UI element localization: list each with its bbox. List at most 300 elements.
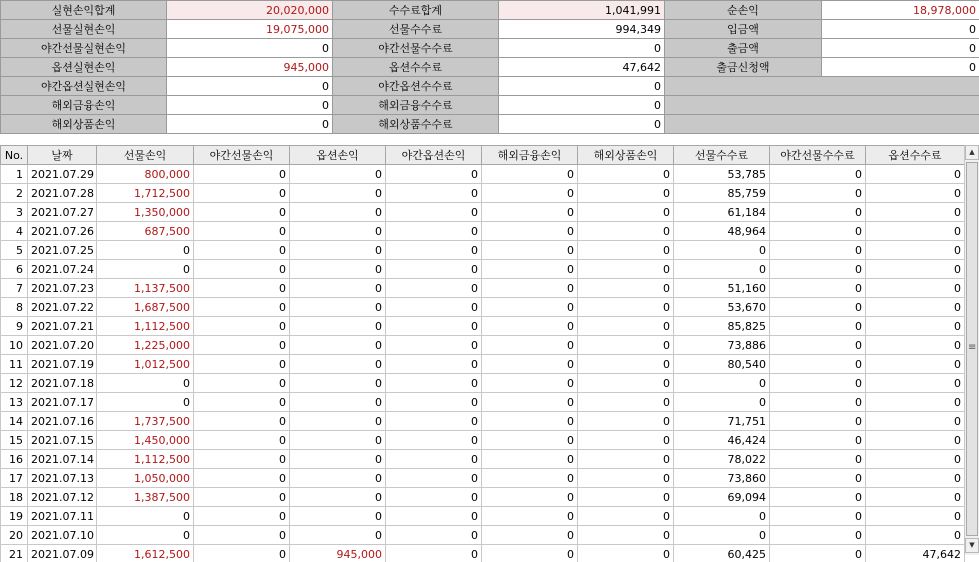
table-cell: 0 xyxy=(482,507,578,526)
table-cell: 0 xyxy=(674,241,770,260)
table-cell: 0 xyxy=(578,279,674,298)
table-cell: 0 xyxy=(386,450,482,469)
summary-row xyxy=(1,39,979,58)
summary-label: 실현손익합계 xyxy=(1,1,167,20)
table-cell: 2021.07.25 xyxy=(28,241,97,260)
daily-pnl-table xyxy=(0,145,965,562)
table-cell: 0 xyxy=(482,393,578,412)
table-cell: 0 xyxy=(866,412,965,431)
table-cell: 0 xyxy=(194,545,290,562)
table-cell: 0 xyxy=(866,393,965,412)
table-cell: 0 xyxy=(386,412,482,431)
table-cell: 18 xyxy=(1,488,28,507)
table-cell: 0 xyxy=(482,336,578,355)
table-cell: 0 xyxy=(482,279,578,298)
summary-label: 해외금융손익 xyxy=(1,96,167,115)
column-header[interactable]: 선물손익 xyxy=(97,146,194,165)
table-cell: 0 xyxy=(290,222,386,241)
table-cell: 78,022 xyxy=(674,450,770,469)
table-cell: 0 xyxy=(866,355,965,374)
table-cell: 60,425 xyxy=(674,545,770,562)
table-cell: 0 xyxy=(194,526,290,545)
table-row[interactable] xyxy=(1,317,965,336)
table-cell: 0 xyxy=(770,526,866,545)
table-cell: 0 xyxy=(770,507,866,526)
table-cell: 0 xyxy=(578,526,674,545)
table-cell: 0 xyxy=(578,469,674,488)
table-cell: 687,500 xyxy=(97,222,194,241)
table-cell: 0 xyxy=(386,184,482,203)
table-cell: 0 xyxy=(674,507,770,526)
table-cell: 0 xyxy=(97,241,194,260)
table-cell: 0 xyxy=(386,488,482,507)
table-cell: 0 xyxy=(770,450,866,469)
summary-empty-cell xyxy=(665,115,979,134)
table-cell: 0 xyxy=(866,279,965,298)
table-cell: 2021.07.16 xyxy=(28,412,97,431)
table-cell: 10 xyxy=(1,336,28,355)
table-cell: 2021.07.15 xyxy=(28,431,97,450)
column-header[interactable]: 야간선물수수료 xyxy=(770,146,866,165)
table-cell: 0 xyxy=(770,545,866,562)
table-cell: 12 xyxy=(1,374,28,393)
column-header[interactable]: 해외상품손익 xyxy=(578,146,674,165)
table-cell: 0 xyxy=(194,203,290,222)
table-cell: 0 xyxy=(770,222,866,241)
table-cell: 0 xyxy=(194,488,290,507)
table-cell: 80,540 xyxy=(674,355,770,374)
table-row[interactable] xyxy=(1,507,965,526)
table-cell: 0 xyxy=(866,298,965,317)
table-cell: 11 xyxy=(1,355,28,374)
summary-value: 1,041,991 xyxy=(499,1,665,20)
table-row[interactable] xyxy=(1,469,965,488)
table-cell: 1,450,000 xyxy=(97,431,194,450)
summary-value: 0 xyxy=(167,96,333,115)
summary-value: 20,020,000 xyxy=(167,1,333,20)
table-cell: 2021.07.28 xyxy=(28,184,97,203)
summary-label: 출금액 xyxy=(665,39,822,58)
table-cell: 0 xyxy=(97,507,194,526)
table-cell: 0 xyxy=(866,469,965,488)
table-cell: 0 xyxy=(770,279,866,298)
table-cell: 69,094 xyxy=(674,488,770,507)
column-header[interactable]: 야간옵션손익 xyxy=(386,146,482,165)
table-cell: 1 xyxy=(1,165,28,184)
scroll-down-button[interactable] xyxy=(965,538,979,553)
table-row[interactable] xyxy=(1,298,965,317)
table-cell: 0 xyxy=(386,165,482,184)
table-cell: 0 xyxy=(290,469,386,488)
column-header[interactable]: 선물수수료 xyxy=(674,146,770,165)
table-cell: 2021.07.14 xyxy=(28,450,97,469)
table-cell: 0 xyxy=(386,545,482,562)
table-cell: 13 xyxy=(1,393,28,412)
grid-header-row xyxy=(1,146,965,165)
table-cell: 0 xyxy=(674,374,770,393)
table-cell: 1,387,500 xyxy=(97,488,194,507)
table-row[interactable] xyxy=(1,488,965,507)
table-cell: 0 xyxy=(866,241,965,260)
column-header[interactable]: 옵션수수료 xyxy=(866,146,965,165)
table-cell: 0 xyxy=(386,203,482,222)
table-cell: 1,137,500 xyxy=(97,279,194,298)
table-cell: 6 xyxy=(1,260,28,279)
table-row[interactable] xyxy=(1,203,965,222)
table-cell: 2021.07.10 xyxy=(28,526,97,545)
summary-value: 18,978,000 xyxy=(822,1,979,20)
table-cell: 0 xyxy=(194,222,290,241)
table-cell: 0 xyxy=(386,374,482,393)
table-row[interactable] xyxy=(1,279,965,298)
summary-label: 해외금융수수료 xyxy=(333,96,499,115)
table-cell: 0 xyxy=(97,260,194,279)
table-cell: 0 xyxy=(578,260,674,279)
table-cell: 0 xyxy=(482,450,578,469)
summary-value: 0 xyxy=(822,20,979,39)
table-cell: 0 xyxy=(674,260,770,279)
table-cell: 0 xyxy=(290,355,386,374)
table-cell: 0 xyxy=(578,222,674,241)
summary-label: 수수료합계 xyxy=(333,1,499,20)
table-cell: 0 xyxy=(770,488,866,507)
table-row[interactable] xyxy=(1,222,965,241)
summary-row xyxy=(1,115,979,134)
table-cell: 1,712,500 xyxy=(97,184,194,203)
summary-row xyxy=(1,1,979,20)
table-cell: 0 xyxy=(482,412,578,431)
grip-icon: ≡ xyxy=(968,342,977,353)
column-header[interactable]: 날짜 xyxy=(28,146,97,165)
table-cell: 0 xyxy=(866,336,965,355)
summary-value: 0 xyxy=(499,115,665,134)
summary-label: 야간옵션실현손익 xyxy=(1,77,167,96)
table-cell: 0 xyxy=(866,184,965,203)
summary-label: 순손익 xyxy=(665,1,822,20)
table-cell: 0 xyxy=(482,374,578,393)
table-cell: 85,759 xyxy=(674,184,770,203)
summary-value: 0 xyxy=(167,39,333,58)
daily-pnl-grid[interactable] xyxy=(0,145,979,562)
table-cell: 0 xyxy=(482,260,578,279)
table-cell: 0 xyxy=(482,298,578,317)
scroll-thumb[interactable] xyxy=(966,162,978,536)
table-cell: 0 xyxy=(290,184,386,203)
table-cell: 0 xyxy=(482,355,578,374)
table-cell: 2021.07.09 xyxy=(28,545,97,562)
table-cell: 0 xyxy=(386,298,482,317)
table-cell: 4 xyxy=(1,222,28,241)
table-cell: 0 xyxy=(290,317,386,336)
table-cell: 1,687,500 xyxy=(97,298,194,317)
table-cell: 0 xyxy=(866,450,965,469)
summary-value: 0 xyxy=(499,39,665,58)
table-cell: 2021.07.23 xyxy=(28,279,97,298)
table-cell: 0 xyxy=(482,526,578,545)
table-cell: 0 xyxy=(194,431,290,450)
table-cell: 0 xyxy=(97,374,194,393)
table-cell: 2021.07.27 xyxy=(28,203,97,222)
table-cell: 0 xyxy=(194,355,290,374)
table-cell: 1,350,000 xyxy=(97,203,194,222)
summary-label: 선물수수료 xyxy=(333,20,499,39)
table-cell: 0 xyxy=(97,526,194,545)
table-cell: 0 xyxy=(482,545,578,562)
table-cell: 0 xyxy=(290,488,386,507)
table-cell: 0 xyxy=(386,241,482,260)
table-cell: 0 xyxy=(482,203,578,222)
summary-label: 야간선물수수료 xyxy=(333,39,499,58)
summary-label: 출금신청액 xyxy=(665,58,822,77)
table-cell: 0 xyxy=(866,222,965,241)
table-cell: 73,860 xyxy=(674,469,770,488)
table-cell: 0 xyxy=(866,260,965,279)
table-cell: 0 xyxy=(194,450,290,469)
table-cell: 0 xyxy=(290,393,386,412)
table-cell: 0 xyxy=(674,393,770,412)
table-cell: 5 xyxy=(1,241,28,260)
table-cell: 0 xyxy=(770,355,866,374)
table-cell: 0 xyxy=(290,412,386,431)
table-cell: 0 xyxy=(482,165,578,184)
summary-value: 0 xyxy=(499,77,665,96)
table-cell: 17 xyxy=(1,469,28,488)
table-cell: 8 xyxy=(1,298,28,317)
table-cell: 0 xyxy=(482,184,578,203)
table-cell: 0 xyxy=(482,431,578,450)
summary-row xyxy=(1,77,979,96)
table-cell: 0 xyxy=(386,526,482,545)
table-cell: 0 xyxy=(578,336,674,355)
table-cell: 0 xyxy=(770,260,866,279)
table-cell: 1,225,000 xyxy=(97,336,194,355)
summary-row xyxy=(1,58,979,77)
column-header[interactable]: 야간선물손익 xyxy=(194,146,290,165)
table-row[interactable] xyxy=(1,545,965,562)
table-cell: 0 xyxy=(578,298,674,317)
table-cell: 0 xyxy=(194,184,290,203)
table-cell: 2021.07.13 xyxy=(28,469,97,488)
table-cell: 0 xyxy=(386,393,482,412)
table-cell: 0 xyxy=(770,165,866,184)
table-cell: 47,642 xyxy=(866,545,965,562)
table-row[interactable] xyxy=(1,431,965,450)
table-cell: 53,670 xyxy=(674,298,770,317)
table-cell: 0 xyxy=(770,241,866,260)
summary-value: 0 xyxy=(499,96,665,115)
table-cell: 0 xyxy=(866,165,965,184)
column-header[interactable]: 옵션손익 xyxy=(290,146,386,165)
column-header[interactable]: 해외금융손익 xyxy=(482,146,578,165)
table-cell: 0 xyxy=(290,298,386,317)
table-cell: 0 xyxy=(290,450,386,469)
table-cell: 0 xyxy=(290,279,386,298)
table-cell: 0 xyxy=(194,374,290,393)
table-cell: 0 xyxy=(578,412,674,431)
table-cell: 0 xyxy=(194,469,290,488)
summary-label: 해외상품손익 xyxy=(1,115,167,134)
table-cell: 0 xyxy=(194,507,290,526)
table-cell: 0 xyxy=(770,393,866,412)
scroll-up-button[interactable] xyxy=(965,145,979,160)
table-cell: 0 xyxy=(578,203,674,222)
table-cell: 0 xyxy=(386,507,482,526)
arrow-down-icon: ▼ xyxy=(969,541,975,549)
table-cell: 0 xyxy=(770,298,866,317)
table-cell: 0 xyxy=(290,374,386,393)
summary-table xyxy=(0,0,979,134)
table-cell: 2021.07.19 xyxy=(28,355,97,374)
table-row[interactable] xyxy=(1,374,965,393)
table-cell: 0 xyxy=(482,488,578,507)
table-cell: 0 xyxy=(290,507,386,526)
arrow-up-icon: ▲ xyxy=(969,148,975,156)
table-cell: 0 xyxy=(97,393,194,412)
table-cell: 0 xyxy=(578,317,674,336)
table-cell: 0 xyxy=(578,507,674,526)
table-cell: 2021.07.22 xyxy=(28,298,97,317)
table-cell: 0 xyxy=(386,260,482,279)
summary-value: 19,075,000 xyxy=(167,20,333,39)
summary-label: 입금액 xyxy=(665,20,822,39)
table-cell: 0 xyxy=(674,526,770,545)
summary-value: 945,000 xyxy=(167,58,333,77)
summary-label: 선물실현손익 xyxy=(1,20,167,39)
table-row[interactable] xyxy=(1,260,965,279)
table-cell: 0 xyxy=(770,184,866,203)
table-cell: 2021.07.11 xyxy=(28,507,97,526)
table-cell: 2021.07.18 xyxy=(28,374,97,393)
table-cell: 0 xyxy=(866,374,965,393)
summary-label: 옵션수수료 xyxy=(333,58,499,77)
table-cell: 0 xyxy=(770,412,866,431)
table-cell: 2021.07.29 xyxy=(28,165,97,184)
vertical-scrollbar[interactable] xyxy=(964,145,979,555)
table-cell: 0 xyxy=(770,317,866,336)
table-cell: 0 xyxy=(290,260,386,279)
table-cell: 0 xyxy=(482,317,578,336)
table-cell: 0 xyxy=(290,165,386,184)
table-row[interactable] xyxy=(1,184,965,203)
table-cell: 0 xyxy=(866,203,965,222)
table-cell: 19 xyxy=(1,507,28,526)
table-cell: 2021.07.21 xyxy=(28,317,97,336)
table-cell: 0 xyxy=(290,203,386,222)
summary-value: 0 xyxy=(167,77,333,96)
table-cell: 85,825 xyxy=(674,317,770,336)
summary-empty-cell xyxy=(665,96,979,115)
summary-value: 0 xyxy=(822,39,979,58)
table-cell: 0 xyxy=(866,488,965,507)
table-cell: 1,612,500 xyxy=(97,545,194,562)
table-cell: 2021.07.26 xyxy=(28,222,97,241)
column-header[interactable]: No. xyxy=(1,146,28,165)
table-cell: 0 xyxy=(386,431,482,450)
table-cell: 0 xyxy=(386,355,482,374)
table-cell: 0 xyxy=(770,374,866,393)
table-row[interactable] xyxy=(1,526,965,545)
table-cell: 7 xyxy=(1,279,28,298)
table-cell: 0 xyxy=(578,241,674,260)
table-cell: 61,184 xyxy=(674,203,770,222)
table-cell: 0 xyxy=(866,317,965,336)
table-cell: 0 xyxy=(194,260,290,279)
table-cell: 0 xyxy=(194,393,290,412)
table-cell: 53,785 xyxy=(674,165,770,184)
table-cell: 2021.07.12 xyxy=(28,488,97,507)
table-cell: 0 xyxy=(194,412,290,431)
table-cell: 14 xyxy=(1,412,28,431)
summary-label: 야간선물실현손익 xyxy=(1,39,167,58)
summary-row xyxy=(1,96,979,115)
table-cell: 0 xyxy=(386,469,482,488)
table-cell: 0 xyxy=(770,203,866,222)
table-cell: 0 xyxy=(578,355,674,374)
table-cell: 0 xyxy=(482,469,578,488)
table-cell: 0 xyxy=(866,431,965,450)
summary-empty-cell xyxy=(665,77,979,96)
summary-label: 해외상품수수료 xyxy=(333,115,499,134)
table-cell: 2021.07.20 xyxy=(28,336,97,355)
table-row[interactable] xyxy=(1,165,965,184)
table-cell: 0 xyxy=(578,450,674,469)
table-cell: 2 xyxy=(1,184,28,203)
table-cell: 15 xyxy=(1,431,28,450)
table-cell: 0 xyxy=(194,165,290,184)
table-cell: 1,050,000 xyxy=(97,469,194,488)
table-cell: 0 xyxy=(194,317,290,336)
table-cell: 2021.07.17 xyxy=(28,393,97,412)
table-cell: 0 xyxy=(578,165,674,184)
table-cell: 0 xyxy=(578,488,674,507)
table-cell: 73,886 xyxy=(674,336,770,355)
table-cell: 2021.07.24 xyxy=(28,260,97,279)
table-cell: 20 xyxy=(1,526,28,545)
table-cell: 945,000 xyxy=(290,545,386,562)
table-cell: 0 xyxy=(290,431,386,450)
table-cell: 9 xyxy=(1,317,28,336)
table-row[interactable] xyxy=(1,412,965,431)
table-cell: 1,012,500 xyxy=(97,355,194,374)
table-row[interactable] xyxy=(1,355,965,374)
table-cell: 48,964 xyxy=(674,222,770,241)
table-cell: 800,000 xyxy=(97,165,194,184)
table-cell: 51,160 xyxy=(674,279,770,298)
summary-value: 47,642 xyxy=(499,58,665,77)
table-cell: 16 xyxy=(1,450,28,469)
table-cell: 1,112,500 xyxy=(97,450,194,469)
summary-value: 994,349 xyxy=(499,20,665,39)
table-cell: 1,737,500 xyxy=(97,412,194,431)
table-cell: 0 xyxy=(386,279,482,298)
table-cell: 0 xyxy=(482,241,578,260)
table-cell: 46,424 xyxy=(674,431,770,450)
table-row[interactable] xyxy=(1,393,965,412)
table-cell: 0 xyxy=(578,184,674,203)
table-cell: 0 xyxy=(770,469,866,488)
table-cell: 3 xyxy=(1,203,28,222)
table-row[interactable] xyxy=(1,241,965,260)
table-row[interactable] xyxy=(1,336,965,355)
summary-row xyxy=(1,20,979,39)
table-cell: 0 xyxy=(386,317,482,336)
table-row[interactable] xyxy=(1,450,965,469)
table-cell: 0 xyxy=(770,336,866,355)
summary-label: 야간옵션수수료 xyxy=(333,77,499,96)
table-cell: 0 xyxy=(578,374,674,393)
table-cell: 0 xyxy=(194,241,290,260)
table-cell: 0 xyxy=(578,393,674,412)
